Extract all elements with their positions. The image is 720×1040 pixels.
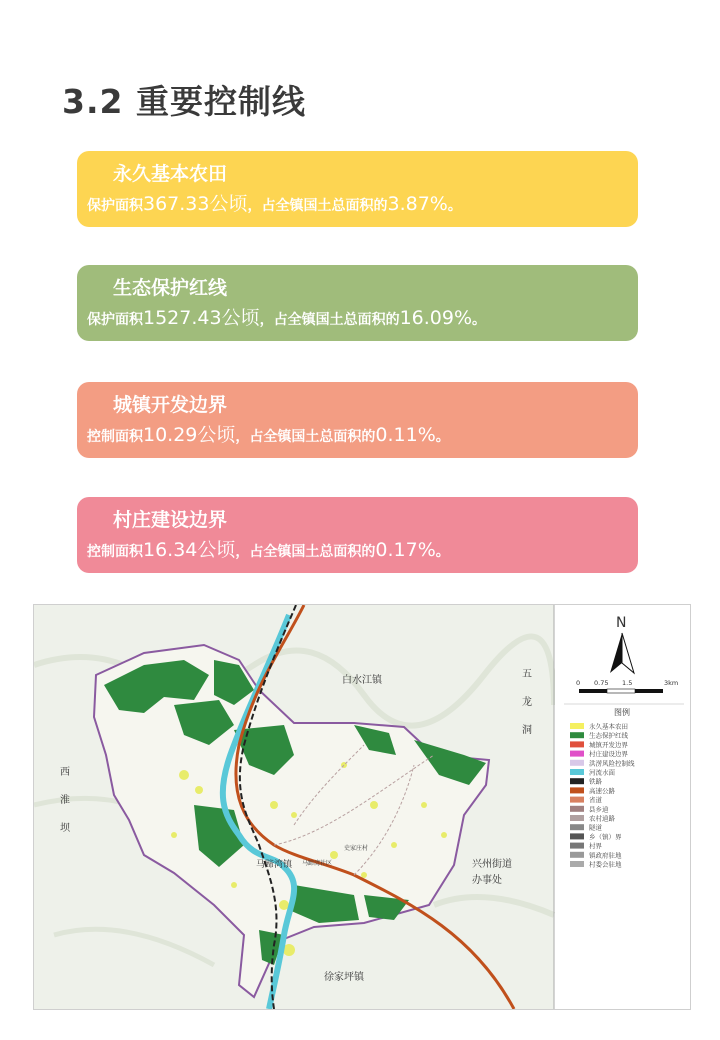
legend-swatch — [570, 741, 584, 747]
card-title: 村庄建设边界 — [113, 509, 228, 531]
legend-swatch — [570, 833, 584, 839]
control-lines-map — [33, 604, 691, 1010]
svg-text:西: 西 — [60, 767, 70, 778]
card-ecological-redline — [77, 265, 638, 341]
svg-text:兴州街道: 兴州街道 — [472, 859, 512, 870]
legend-label: 县乡道 — [589, 805, 609, 814]
card-permanent-farmland — [77, 151, 638, 227]
card-village-boundary — [77, 497, 638, 573]
legend-label: 河流水面 — [589, 768, 615, 777]
svg-text:洞: 洞 — [522, 725, 532, 736]
legend-label: 铁路 — [589, 777, 602, 786]
svg-text:淮: 淮 — [60, 795, 70, 806]
town-label: 马蹄湾镇 — [256, 860, 293, 870]
village-label: 史家庄村 — [344, 845, 369, 852]
page-title: 3.2 重要控制线 — [62, 82, 306, 121]
card-title: 永久基本农田 — [113, 163, 228, 185]
legend-swatch — [570, 824, 584, 830]
legend-label: 生态保护红线 — [589, 731, 628, 740]
card-description: 保护面积367.33公顷，占全镇国土总面积的3.87%。 — [87, 193, 462, 215]
card-description: 控制面积16.34公顷，占全镇国土总面积的0.17%。 — [87, 539, 450, 561]
legend-swatch — [570, 723, 584, 729]
legend-swatch — [570, 797, 584, 803]
legend-label: 镇政府驻地 — [589, 851, 622, 860]
legend-swatch — [570, 769, 584, 775]
svg-text:龙: 龙 — [522, 697, 532, 708]
legend-swatch — [570, 806, 584, 812]
svg-text:五: 五 — [522, 669, 532, 680]
card-description: 控制面积10.29公顷，占全镇国土总面积的0.11%。 — [87, 424, 450, 446]
legend-label: 村委会驻地 — [589, 860, 622, 869]
map-svg — [34, 605, 690, 1009]
svg-text:N: N — [616, 615, 627, 631]
card-title: 生态保护红线 — [113, 277, 228, 299]
svg-text:0: 0 — [576, 679, 581, 687]
legend-label: 隧道 — [589, 823, 602, 832]
legend-swatch — [570, 815, 584, 821]
legend-swatch — [570, 861, 584, 867]
neighbor-west — [60, 766, 71, 834]
legend-label: 永久基本农田 — [589, 722, 628, 731]
community-label: 马蹄湾社区 — [302, 860, 333, 867]
svg-text:3km: 3km — [664, 679, 679, 687]
card-urban-boundary — [77, 382, 638, 458]
legend-label: 城镇开发边界 — [589, 740, 628, 749]
legend-label: 洪涝风险控制线 — [589, 759, 635, 768]
legend-swatch — [570, 787, 584, 793]
legend-title: 图例 — [614, 708, 630, 717]
svg-text:办事处: 办事处 — [472, 875, 502, 886]
legend-label: 村界 — [589, 842, 602, 851]
legend-label: 高速公路 — [589, 786, 615, 795]
legend-swatch — [570, 778, 584, 784]
card-description: 保护面积1527.43公顷，占全镇国土总面积的16.09%。 — [87, 307, 487, 329]
legend-swatch — [570, 751, 584, 757]
legend-swatch — [570, 760, 584, 766]
legend-label: 村庄建设边界 — [589, 750, 628, 759]
svg-text:1.5: 1.5 — [622, 679, 633, 687]
legend-label: 乡（镇）界 — [589, 832, 622, 841]
legend-label: 农村道路 — [589, 814, 615, 823]
card-title: 城镇开发边界 — [113, 394, 228, 416]
neighbor-north: 白水江镇 — [342, 675, 382, 686]
svg-text:0.75: 0.75 — [594, 679, 609, 687]
neighbor-east — [522, 668, 532, 736]
svg-text:坝: 坝 — [60, 823, 70, 834]
neighbor-south: 徐家坪镇 — [324, 972, 364, 983]
legend-swatch — [570, 852, 584, 858]
legend-swatch — [570, 843, 584, 849]
legend-swatch — [570, 732, 584, 738]
legend-label: 省道 — [589, 796, 602, 805]
